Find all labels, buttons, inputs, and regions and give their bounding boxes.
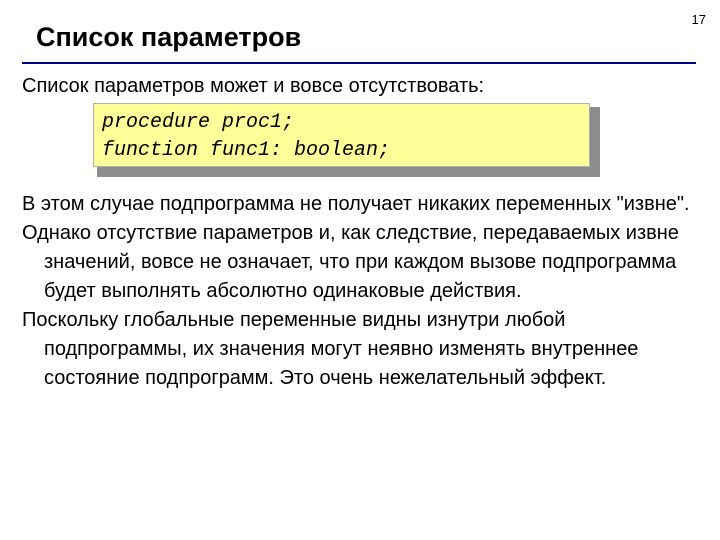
paragraph-global-variables: Поскольку глобальные переменные видны изнутри любой подпрограммы, их значения могут неявно изменять внутреннее состояние подпрограмм. Это очень нежелательный эффект. [22, 309, 639, 389]
paragraph-not-identical: Однако отсутствие параметров и, как следствие, передаваемых извне значений, вовсе не означает, что при каждом вызове подпрограмма будет выполнять абсолютно одинаковые действия. [22, 222, 679, 302]
title-underline [22, 62, 696, 64]
intro-text: Список параметров может и вовсе отсутствовать: [22, 75, 485, 97]
code-block-box [93, 103, 590, 167]
code-line-procedure: procedure proc1; [102, 111, 295, 134]
body-text [22, 190, 692, 393]
code-line-function: function func1: boolean; [102, 139, 391, 162]
slide-title: Список параметров [36, 22, 302, 52]
code-block [93, 103, 598, 175]
slide-number: 17 [691, 12, 706, 27]
paragraph-no-parameters: В этом случае подпрограмма не получает никаких переменных "извне". [22, 193, 690, 215]
